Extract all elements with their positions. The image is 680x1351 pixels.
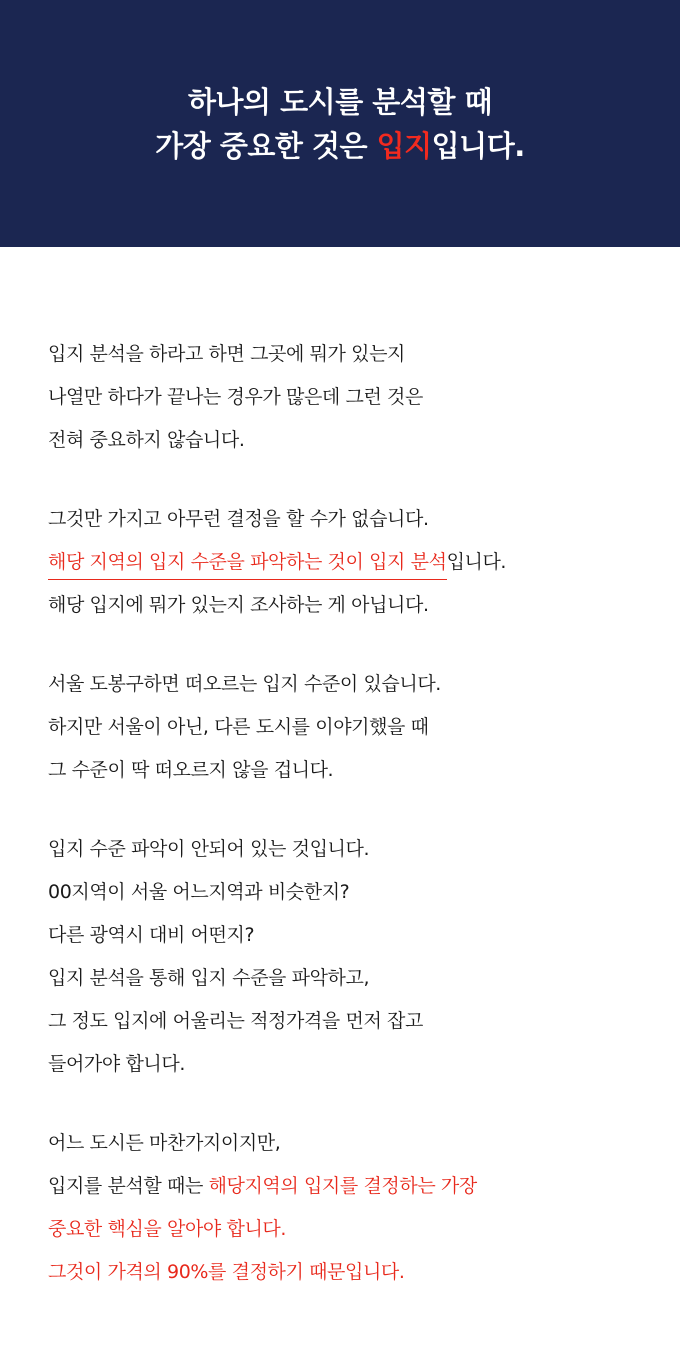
- text-line: 입지 분석을 하라고 하면 그곳에 뭐가 있는지: [48, 343, 406, 365]
- header-banner: [0, 0, 680, 247]
- paragraph-1: [48, 333, 660, 462]
- text-line-emphasis: [48, 1165, 660, 1208]
- paragraph-2: [48, 498, 660, 627]
- text-line: 어느 도시든 마찬가지이지만,: [48, 1132, 281, 1154]
- text-line: 입지 분석을 통해 입지 수준을 파악하고,: [48, 967, 370, 989]
- article-body: [0, 247, 680, 1294]
- text-line: 해당 입지에 뭐가 있는지 조사하는 게 아닙니다.: [48, 594, 429, 616]
- text-fragment: 입지를 분석할 때는: [48, 1175, 209, 1197]
- paragraph-3: [48, 663, 660, 792]
- text-line: 그 정도 입지에 어울리는 적정가격을 먼저 잡고: [48, 1010, 423, 1032]
- text-line: 입지 수준 파악이 안되어 있는 것입니다.: [48, 838, 370, 860]
- red-highlight-line: 그것이 가격의 90%를 결정하기 때문입니다.: [48, 1261, 405, 1283]
- text-line: 00지역이 서울 어느지역과 비슷한지?: [48, 881, 350, 903]
- underlined-highlight: 해당 지역의 입지 수준을 파악하는 것이 입지 분석: [48, 551, 447, 580]
- red-highlight: 해당지역의 입지를 결정하는 가장: [208, 1175, 477, 1197]
- paragraph-5: [48, 1122, 660, 1294]
- text-line: 그 수준이 딱 떠오르지 않을 겁니다.: [48, 759, 334, 781]
- text-line-emphasis: [48, 541, 660, 584]
- text-line: 다른 광역시 대비 어떤지?: [48, 924, 255, 946]
- text-line: 하지만 서울이 아닌, 다른 도시를 이야기했을 때: [48, 716, 429, 738]
- header-title-line-2: [0, 124, 680, 168]
- header-title-highlight: 입지: [376, 129, 432, 163]
- text-line: 나열만 하다가 끝나는 경우가 많은데 그런 것은: [48, 386, 423, 408]
- header-title-line-1: 하나의 도시를 분석할 때: [188, 85, 492, 119]
- paragraph-4: [48, 828, 660, 1086]
- text-line: 그것만 가지고 아무런 결정을 할 수가 없습니다.: [48, 508, 429, 530]
- text-line: 전혀 중요하지 않습니다.: [48, 429, 245, 451]
- text-fragment: 입니다.: [446, 551, 507, 573]
- text-line: 들어가야 합니다.: [48, 1053, 185, 1075]
- header-title-suffix: 입니다.: [431, 129, 525, 163]
- red-highlight-line: 중요한 핵심을 알아야 합니다.: [48, 1218, 287, 1240]
- text-line: 서울 도봉구하면 떠오르는 입지 수준이 있습니다.: [48, 673, 441, 695]
- header-title-prefix: 가장 중요한 것은: [155, 129, 377, 163]
